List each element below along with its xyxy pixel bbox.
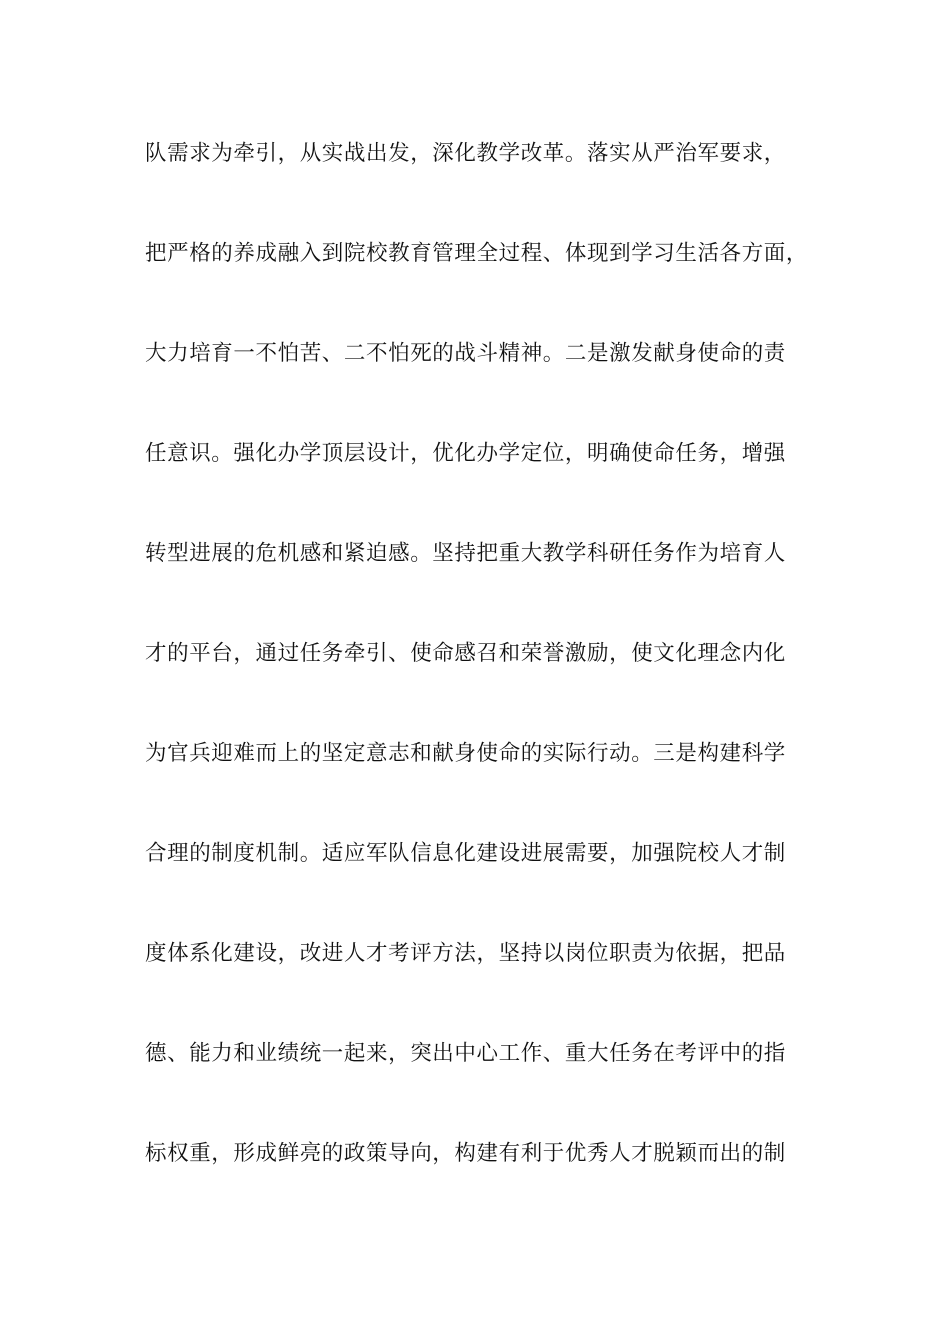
text-line: 把严格的养成融入到院校教育管理全过程、体现到学习生活各方面， <box>145 241 809 266</box>
text-line: 合理的制度机制。适应军队信息化建设进展需要，加强院校人才制 <box>145 841 786 866</box>
text-line: 度体系化建设，改进人才考评方法，坚持以岗位职责为依据，把品 <box>145 941 786 966</box>
body-text <box>145 134 825 1234</box>
text-line: 队需求为牵引，从实战出发，深化教学改革。落实从严治军要求， <box>145 141 786 166</box>
text-line: 德、能力和业绩统一起来，突出中心工作、重大任务在考评中的指 <box>145 1041 786 1066</box>
text-line: 标权重，形成鲜亮的政策导向，构建有利于优秀人才脱颖而出的制 <box>145 1141 786 1166</box>
text-line: 转型进展的危机感和紧迫感。坚持把重大教学科研任务作为培育人 <box>145 541 786 566</box>
text-line: 才的平台，通过任务牵引、使命感召和荣誉激励，使文化理念内化 <box>145 641 786 666</box>
text-line: 任意识。强化办学顶层设计，优化办学定位，明确使命任务，增强 <box>145 441 786 466</box>
text-line: 大力培育一不怕苦、二不怕死的战斗精神。二是激发献身使命的责 <box>145 341 786 366</box>
text-line: 为官兵迎难而上的坚定意志和献身使命的实际行动。三是构建科学 <box>145 741 786 766</box>
